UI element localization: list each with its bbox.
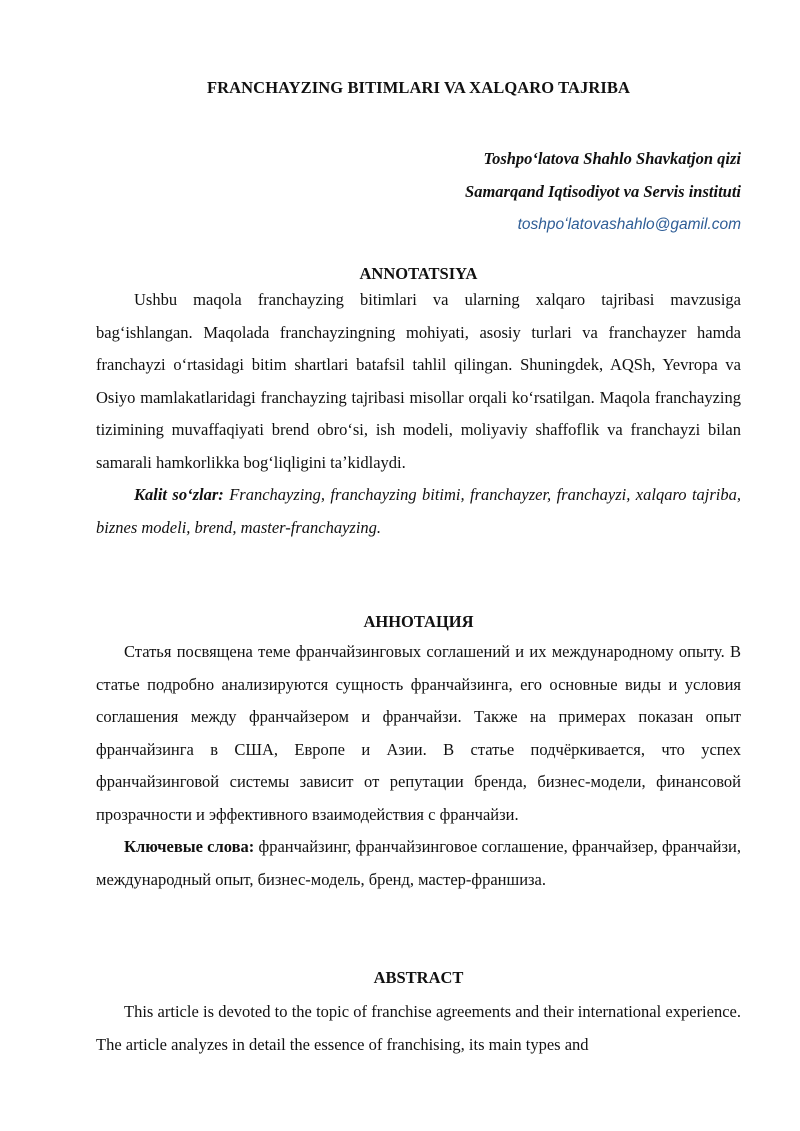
ru-annotation-heading: АННОТАЦИЯ: [363, 612, 474, 631]
ru-annotation-body: Статья посвящена теме франчайзинговых соглашений и их международному опыту. В статье подробно анализируются сущность франчайзинга, его основные виды и условия соглашения между франчайзером и франчайзи. Также на примерах показан опыт франчайзинга в США, Европе и Азии. В статье подчёркивается, что успех франчайзинговой системы зависит от репутации бренда, бизнес-модели, финансовой прозрачности и эффективного взаимодействия с франчайзи.: [96, 642, 741, 824]
uz-keywords-list: Franchayzing, franchayzing bitimi, franchayzer, franchayzi, xalqaro tajriba, biznes modeli, brend, master-franchayzing.: [96, 485, 741, 537]
ru-keywords-list: франчайзинг, франчайзинговое соглашение, франчайзер, франчайзи, международный опыт, бизнес-модель, бренд, мастер-франшиза.: [96, 837, 741, 889]
author-block: [465, 142, 741, 241]
author-name: Toshpoʻlatova Shahlo Shavkatjon qizi: [483, 149, 741, 168]
uz-annotation-heading: ANNOTATSIYA: [359, 264, 478, 283]
author-email-link[interactable]: toshpoʻlatovashahlo@gamil.com: [517, 216, 741, 233]
ru-annotation-section: [96, 612, 741, 896]
uz-keywords-label: Kalit soʻzlar:: [134, 485, 224, 504]
ru-keywords-label: Ключевые слова:: [124, 837, 255, 856]
en-abstract-section: [96, 968, 741, 1061]
uz-keywords: [96, 479, 741, 544]
ru-keywords: [96, 831, 741, 896]
author-institution: Samarqand Iqtisodiyot va Servis instituti: [465, 182, 741, 201]
uz-annotation-body: Ushbu maqola franchayzing bitimlari va ularning xalqaro tajribasi mavzusiga bagʻishlangan. Maqolada franchayzingning mohiyati, asosiy turlari va franchayzer hamda franchayzi oʻrtasidagi bitim shartlari batafsil tahlil qilingan. Shuningdek, AQSh, Yevropa va Osiyo mamlakatlaridagi franchayzing tajribasi misollar orqali koʻrsatilgan. Maqola franchayzing tizimining muvaffaqiyati brend obroʻsi, ish modeli, moliyaviy shaffoflik va franchayzi bilan samarali hamkorlikka bogʻliqligini taʼkidlaydi.: [96, 290, 741, 472]
en-abstract-heading: ABSTRACT: [373, 968, 464, 987]
uz-annotation-section: [96, 264, 741, 544]
paper-title: FRANCHAYZING BITIMLARI VA XALQARO TAJRIBA: [206, 78, 631, 97]
en-abstract-body: This article is devoted to the topic of franchise agreements and their international experience. The article analyzes in detail the essence of franchising, its main types and: [96, 1002, 741, 1054]
